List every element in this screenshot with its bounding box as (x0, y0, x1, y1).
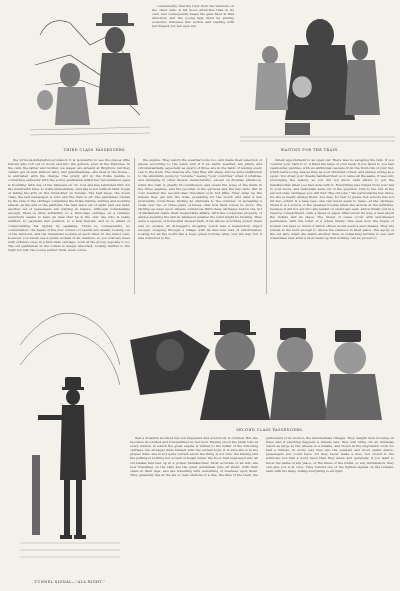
text-column-left (8, 158, 130, 294)
text-column-bottom (130, 436, 394, 586)
waiting-for-train-illustration (240, 5, 395, 145)
second-class-passengers-engraving (130, 300, 398, 425)
third-class-passengers-engraving (30, 5, 150, 143)
third-class-passengers-illustration (30, 5, 150, 143)
tunnel-signal-illustration (20, 305, 120, 575)
caption-tunnel: TUNNEL SIGNAL—"ALL RIGHT." (34, 580, 106, 584)
caption-waiting: WAITING FOR THE TRAIN. (280, 148, 340, 152)
paragraph: that a dreadful accident has not happened and everybody is crushed. But she becomes reconciled and tranquillized by her luck. Having stood the ninth tolls at every station, in which the great engine is turned to the buffer of the following carriage, the stranger finds himself with the certain boys. It is sure she is in the proper train, she is not quite certain about the thing is not lost; the hissing and the puffing is nothing but a rush of steam under the floor, half expressed into an old basket had tied up in a pocket handkerchief. Most accurate of all who are now travelling on the rails are the quiet gentlemen who sit silent, with their cases in their laps, and are travelling with something of business upon them. They generally live at the far or near stations of a line, the time of the train, the particulars of its motion, the intermediate villages. They delight most in being on time; and if anything happens a minute late, they will bring out an immense watch as large as the wheels of a whistle, and frown at the ungrateful clock for half a minute. In every way they are the quietest and most useful fellow-passengers you could have, for they never make a fuss, nor crowd to the windows, nor talk a word more than they need; and generally, if you want to know the name of any place, or the times of the trains, or any information, they can give you it at once. They remind one of the lighted signals on the tunnels, each with his lamp, telling everything is all right. (130, 436, 394, 477)
caption-third-class: THIRD CLASS PASSENGERS. (63, 148, 127, 152)
paragraph: conveniently, that the river from the windows on the other side, is far more attractive than in its own; and consequently keeps his gaze fixed in that direction; and the young lady must be putting economic influence into action, and reading with her fingers, for her eyes are (152, 4, 234, 29)
paragraph: the engine. They watch the weathercocks too, and make their selection of places according to the wind; and if it be warm weather, are jittery and circumstantially, especially as guard of three are in the habit of waving every one to the train. The chances are, that they will sleep, and be quite indifferent to the windmills going by "outside," seeing "your countries" when it whistles, and indulging in other facetie characteristic, except on Monday afternoon, when the rush is greatly ill-conditioned, and clears the noise of the fields in the three engines, and the peculiar of the gardens and the hay-carts. But in cold weather the second-class travellers look but little. They wrap up the minute they get into the train, preparing for the worst; and after a few profoundly correctness finding an umbrella to the outsider, or spreading a cloak over two or three pairs of knees—this how their voices no more. The rattling up-ways upon wheels, numerous third-class carriages before the Act of Parliament made them respectable affairs, with the occasional property of always seeming the rain in whatever quarter the wind might be blowing. They were a species of horizontal shower-bath, from whose scorching power there was no escape, an ill-beggar's dropping coach was a melancholy object enough, creeping through a village with its innocent load of unfortunates, looking for all the world like a huge green tortoise lying over the hay; but it was scattered to the (138, 158, 262, 240)
second-class-passengers-illustration (130, 300, 398, 425)
paragraph: the virtuous-indignation-professor, it is wonderful to see the places little fellows who roll out of doors and into the gutters, even in the Minories. In the cars, the father and mother, we wager, are already at Brighton; but they cannot get on well without baby, and grandmamma—she lives in the house—is entrusted with the charge. The pretty girl in the Polka mantle is conversing earnestly with the young gentleman whilst her vulcanization papa is troubling with one of the hampers-on. So now she has reminded him, for the hundredth time, to write immediately; and she is not without faint hopes of taking his arm on the Chain-Pier on Sunday. The half sleep, the dozer class, the last newspaper is told, and the train is off. The gentlemen rushes by the side of the carriage containing the Polka mantle, smiling and nodding almost, as the end of the platform; the men wave out of sight, and one light, another set of passengers are waiting at leisure. Although considerable enough, there is little suitability to a first-class carriage on a railway; everybody seems to have an idea that he is the only one who is really entitled, by payment and position, to a seat therein, and so is afraid of compromising his dignity by speaking. There is, consequently, no conversation: the heads of the four corner occupants are usually looking out of the windows, and the remainder looking at each other. In the minor cars, however, you rarely see a pretty woman in an omnibus, so you scarcely meet with ordinary ones in a first-class carriage. Look at the group opposite to us. The old gentleman in the corner is deeply absorbed, looking neither to the right nor left; the young soldier finds, most conve- (8, 158, 130, 253)
tunnel-signal-engraving (20, 305, 120, 575)
caption-second-class: SECOND CLASS PASSENGERS. (236, 428, 304, 432)
column-divider (134, 158, 135, 294)
column-divider (266, 158, 267, 294)
text-column-right (270, 158, 394, 294)
text-column-middle (138, 158, 262, 294)
waiting-for-train-engraving (240, 5, 395, 145)
paragraph: fullest appointment to an open car. There was no escaping the rain. If you covered your back to it, it filled the nape of your neck; if you faced it, you had swallowing puddles, with an additional cascade from the front-rim of your hat, which before long was as limp as your throttled cravat, and always acting as a spout. You dried your cheeks handkerchief, so it came all the same, it was only prolonging the misery, as you did not know until where to put the handkerchief when you had done with it. Everything was ruined from your hat to your boots, and umbrellas were out of the question. Tiny to me, but in the second-class carriages you will find "the old joke." We particularize her since, for she is nearly always there. You may, for fear to guess, but nobody has not let her—which is a leap less—she can never seem to relax—at the carriage. There it is a source of the greatest trouble when she arrives at the terminus, because it did not get into any basket or under any seat; and is finally put in a reserve compartment, with a sheet of paper filled about its way, a deal about the tickets and its place. The nicest of cases occur with sad-dressed gentlemen, with the toilet of a whole family. One sees how the hopes of women can have so much of which others would seem a sure shakes. They are tokens at the bent enough to whose the shadows in their place. The agony of the old lady, when she wants another time, is something terrible to see; and sometimes ever after a blow beats up that nothing can be proved to (270, 158, 394, 240)
text-column-top-middle (152, 4, 234, 144)
